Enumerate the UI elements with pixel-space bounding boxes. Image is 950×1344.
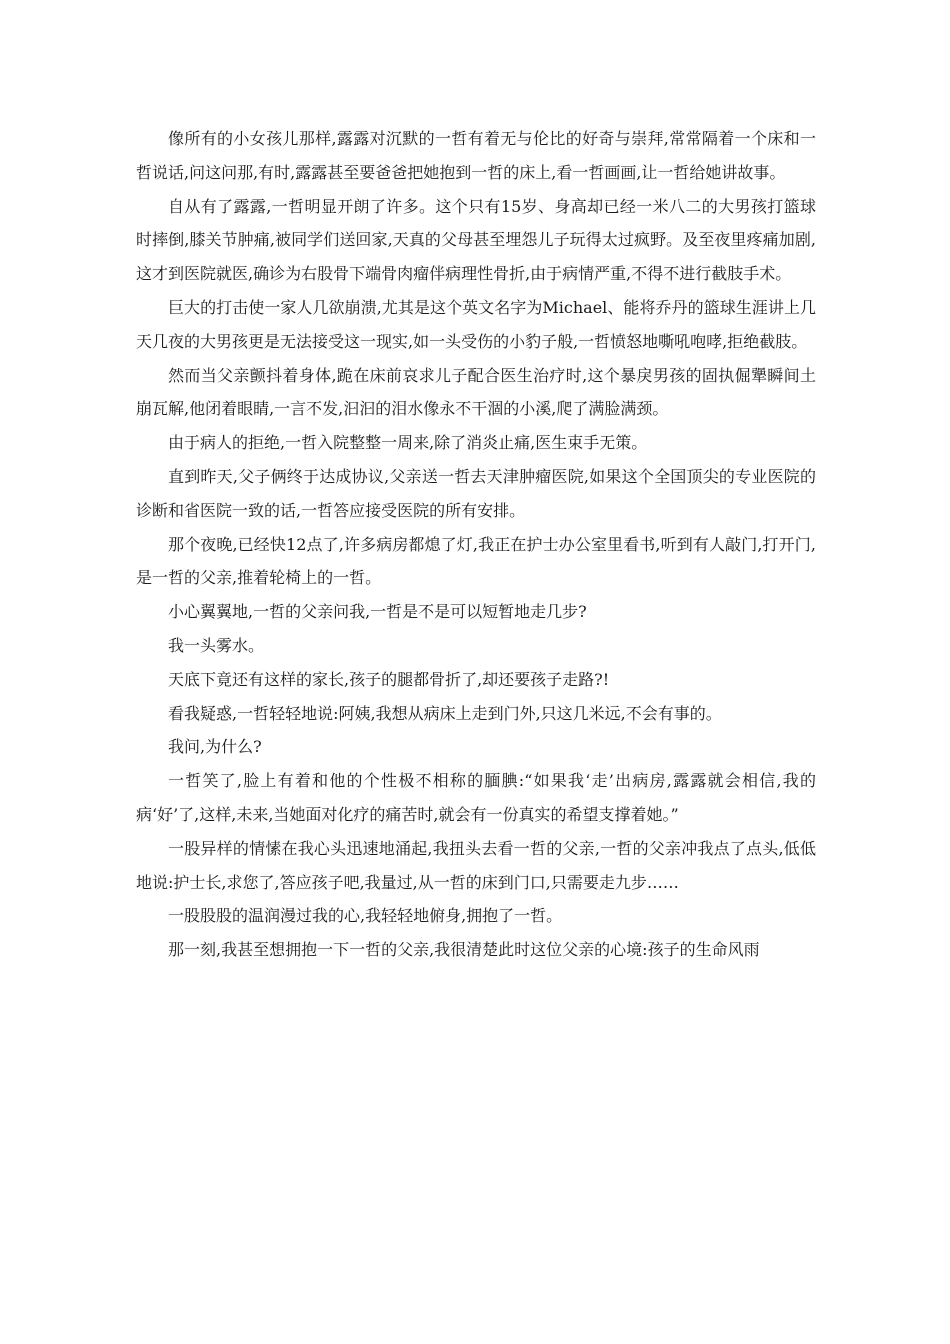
paragraph-8: 小心翼翼地,一哲的父亲问我,一哲是不是可以短暂地走几步? <box>168 602 587 622</box>
paragraph-10: 天底下竟还有这样的家长,孩子的腿都骨折了,却还要孩子走路?! <box>168 669 610 689</box>
paragraph-4: 然而当父亲颤抖着身体,跪在床前哀求儿子配合医生治疗时,这个暴戾男孩的固执倔犟瞬间土崩瓦解,他闭着眼睛,一言不发,汩汩的泪水像永不干涸的小溪,爬了满脸满颈。 <box>136 365 816 419</box>
paragraph-16: 那一刻,我甚至想拥抱一下一哲的父亲,我很清楚此时这位父亲的心境:孩子的生命风雨 <box>168 940 760 960</box>
paragraph-6: 直到昨天,父子俩终于达成协议,父亲送一哲去天津肿瘤医院,如果这个全国顶尖的专业医院的诊断和省医院一致的话,一哲答应接受医院的所有安排。 <box>136 466 816 520</box>
paragraph-2: 自从有了露露,一哲明显开朗了许多。这个只有15岁、身高却已经一米八二的大男孩打篮球时摔倒,膝关节肿痛,被同学们送回家,天真的父母甚至埋怨儿子玩得太过疯野。及至夜里疼痛加剧,这才到医院就医,确诊为右股骨下端骨肉瘤伴病理性骨折,由于病情严重,不得不进行截肢手术。 <box>136 196 816 284</box>
paragraph-3: 巨大的打击使一家人几欲崩溃,尤其是这个英文名字为Michael、能将乔丹的篮球生涯讲上几天几夜的大男孩更是无法接受这一现实,如一头受伤的小豹子般,一哲愤怒地嘶吼咆哮,拒绝截肢。 <box>136 297 816 351</box>
paragraph-9: 我一头雾水。 <box>168 635 265 655</box>
paragraph-12: 我问,为什么? <box>168 737 262 757</box>
paragraph-1: 像所有的小女孩儿那样,露露对沉默的一哲有着无与伦比的好奇与崇拜,常常隔着一个床和一哲说话,问这问那,有时,露露甚至要爸爸把她抱到一哲的床上,看一哲画画,让一哲给她讲故事。 <box>136 129 816 182</box>
paragraph-13: 一哲笑了,脸上有着和他的个性极不相称的腼腆:“如果我‘走’出病房,露露就会相信,我的病‘好’了,这样,未来,当她面对化疗的痛苦时,就会有一份真实的希望支撑着她。” <box>136 771 816 824</box>
paragraph-11: 看我疑惑,一哲轻轻地说:阿姨,我想从病床上走到门外,只这几米远,不会有事的。 <box>168 703 722 723</box>
paragraph-5: 由于病人的拒绝,一哲入院整整一周来,除了消炎止痛,医生束手无策。 <box>168 433 648 453</box>
paragraph-14: 一股异样的情愫在我心头迅速地涌起,我扭头去看一哲的父亲,一哲的父亲冲我点了点头,低低地说:护士长,求您了,答应孩子吧,我量过,从一哲的床到门口,只需要走九步…… <box>136 838 816 892</box>
paragraph-7: 那个夜晚,已经快12点了,许多病房都熄了灯,我正在护士办公室里看书,听到有人敲门,打开门,是一哲的父亲,推着轮椅上的一哲。 <box>136 534 816 588</box>
article-body <box>136 122 816 967</box>
paragraph-15: 一股股股的温润漫过我的心,我轻轻地俯身,拥抱了一哲。 <box>168 906 563 926</box>
